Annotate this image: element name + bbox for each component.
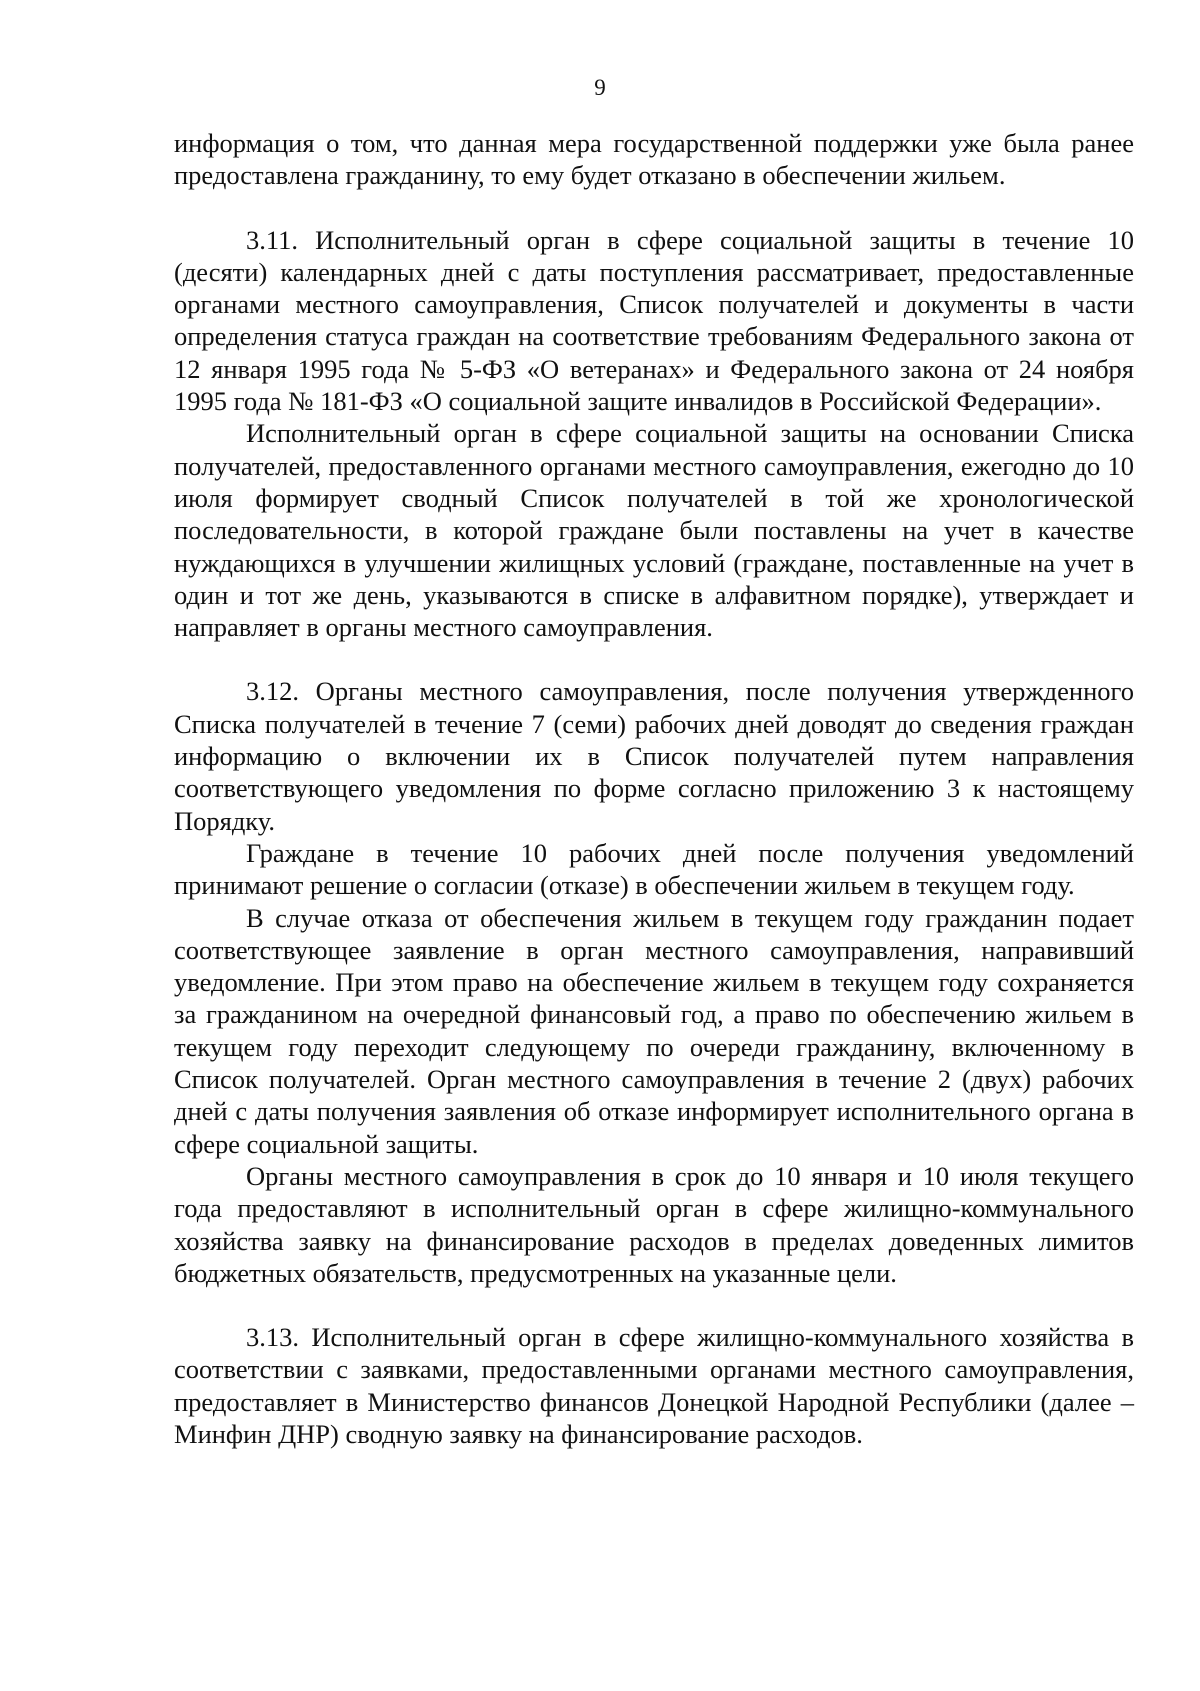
paragraph-3-12: 3.12. Органы местного самоуправления, после получения утвержденного Списка получателей в течение 7 (семи) рабочих дней доводят до сведения граждан информацию о включении их в Список получателей путем направления соответствующего уведомления по форме согласно приложению 3 к настоящему Порядку. (174, 676, 1134, 836)
paragraph-3-12-decision: Граждане в течение 10 рабочих дней после получения уведомлений принимают решение о согласии (отказе) в обеспечении жильем в текущем году. (174, 837, 1134, 901)
paragraph-3-11: 3.11. Исполнительный орган в сфере социальной защиты в течение 10 (десяти) календарных дней с даты поступления рассматривает, предоставленные органами местного самоуправления, Список получателей и документы в части определения статуса граждан на соответствие требованиям Федерального закона от 12 января 1995 года № 5-ФЗ «О ветеранах» и Федерального закона от 24 ноября 1995 года № 181-ФЗ «О социальной защите инвалидов в Российской Федерации». (174, 224, 1134, 417)
paragraph-3-11-summary-list: Исполнительный орган в сфере социальной защиты на основании Списка получателей, предоставленного органами местного самоуправления, ежегодно до 10 июля формирует сводный Список получателей в той же хронологической последовательности, в которой граждане были поставлены на учет в качестве нуждающихся в улучшении жилищных условий (граждане, поставленные на учет в один и тот же день, указываются в списке в алфавитном порядке), утверждает и направляет в органы местного самоуправления. (174, 418, 1134, 643)
page-number: 9 (594, 75, 606, 100)
paragraph-3-12-refusal: В случае отказа от обеспечения жильем в текущем году гражданин подает соответствующее заявление в орган местного самоуправления, направивший уведомление. При этом право на обеспечение жильем в текущем году сохраняется за гражданином на очередной финансовый год, а право по обеспечению жильем в текущем году переходит следующему по очереди гражданину, включенному в Список получателей. Орган местного самоуправления в течение 2 (двух) рабочих дней с даты получения заявления об отказе информирует исполнительного органа в сфере социальной защиты. (174, 902, 1134, 1159)
paragraph-continuation: информация о том, что данная мера государственной поддержки уже была ранее предоставлена гражданину, то ему будет отказано в обеспечении жильем. (174, 128, 1134, 191)
paragraph-3-13: 3.13. Исполнительный орган в сфере жилищно-коммунального хозяйства в соответствии с заявками, предоставленными органами местного самоуправления, предоставляет в Министерство финансов Донецкой Народной Республики (далее – Минфин ДНР) сводную заявку на финансирование расходов. (174, 1322, 1134, 1449)
paragraph-3-12-funding-request: Органы местного самоуправления в срок до 10 января и 10 июля текущего года предоставляют в исполнительный орган в сфере жилищно-коммунального хозяйства заявку на финансирование расходов в пределах доведенных лимитов бюджетных обязательств, предусмотренных на указанные цели. (174, 1160, 1134, 1288)
document-body (174, 127, 1134, 1450)
